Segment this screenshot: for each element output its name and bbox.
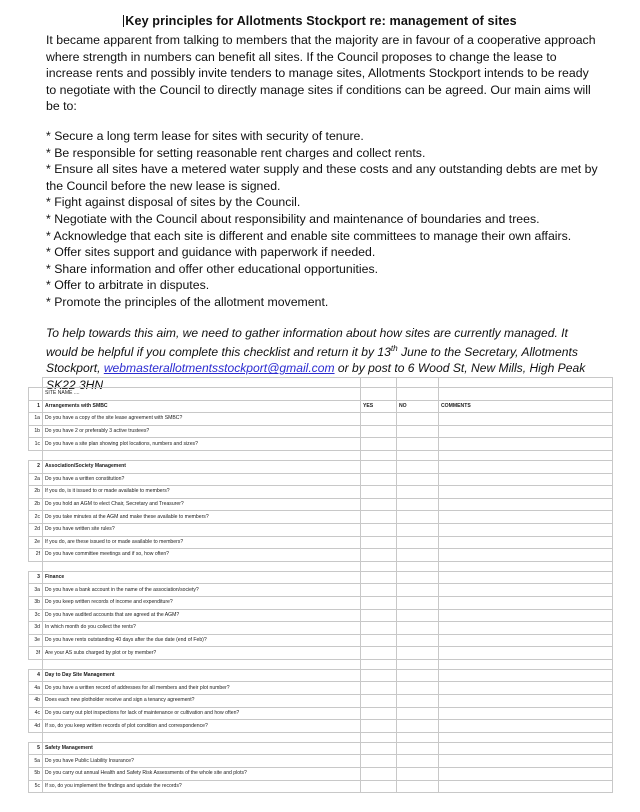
comments-cell[interactable] [439,695,613,708]
comments-cell[interactable] [439,768,613,781]
no-cell[interactable] [397,732,439,742]
closing-text-part3: or by post to 6 Wood St, New Mills, High Peak SK22 3HN [46,361,586,392]
comments-cell[interactable] [439,584,613,597]
question-text: Do you have 2 or preferably 3 active trustees? [43,425,361,438]
question-text: Do you have a copy of the site lease agreement with SMBC? [43,413,361,426]
row-number-cell: 4 [29,669,43,682]
table-top-edge-row [29,378,613,388]
comments-cell[interactable] [439,659,613,669]
no-cell[interactable] [397,473,439,486]
yes-cell[interactable] [361,425,397,438]
no-cell[interactable] [397,659,439,669]
comments-cell[interactable] [439,450,613,460]
row-number-cell: 4a [29,682,43,695]
yes-cell[interactable] [361,388,397,401]
no-cell[interactable] [397,707,439,720]
question-text: If so, do you keep written records of plot condition and correspondence? [43,720,361,733]
closing-text-part2: June to the Secretary, Allotments Stockport, [46,344,578,376]
row-number-cell: 2d [29,523,43,536]
yes-cell[interactable] [361,511,397,524]
page-title [0,14,640,28]
table-row [29,634,613,647]
no-cell[interactable] [397,695,439,708]
comments-cell[interactable] [439,460,613,473]
question-text [43,450,361,460]
table-row [29,486,613,499]
question-text: Do you have a bank account in the name of the association/society? [43,584,361,597]
section-heading: Safety Management [43,742,361,755]
table-row [29,768,613,781]
no-cell[interactable] [397,388,439,401]
row-number-cell: 1 [29,400,43,413]
row-number-cell: 1b [29,425,43,438]
question-text: Do you carry out annual Health and Safety Risk Assessments of the whole site and plots? [43,768,361,781]
aim-item: * Negotiate with the Council about responsibility and maintenance of boundaries and trees. [46,211,540,226]
yes-cell[interactable] [361,596,397,609]
yes-cell[interactable] [361,536,397,549]
table-row [29,682,613,695]
question-text: Do you have rents outstanding 40 days after the due date (end of Feb)? [43,634,361,647]
row-text-cell [43,378,361,388]
comments-cell[interactable] [439,378,613,388]
question-text [43,659,361,669]
comments-cell[interactable] [439,780,613,793]
aim-item: * Offer to arbitrate in disputes. [46,278,210,293]
row-number-cell: 4b [29,695,43,708]
yes-cell[interactable] [361,561,397,571]
row-number-cell: 5 [29,742,43,755]
no-cell[interactable] [397,682,439,695]
row-number-cell [29,378,43,388]
comments-cell[interactable] [439,647,613,660]
question-text: Do you have Public Liability Insurance? [43,755,361,768]
yes-cell[interactable] [361,622,397,635]
question-text: Do you have a written constitution? [43,473,361,486]
table-row [29,536,613,549]
row-number-cell: 3a [29,584,43,597]
table-row [29,413,613,426]
table-row [29,780,613,793]
comments-cell[interactable] [439,732,613,742]
row-number-cell: 1c [29,438,43,451]
yes-cell[interactable] [361,659,397,669]
yes-cell[interactable] [361,647,397,660]
yes-cell[interactable] [361,378,397,388]
comments-cell[interactable] [439,622,613,635]
row-number-cell: 2b [29,486,43,499]
table-row [29,659,613,669]
comments-cell[interactable] [439,742,613,755]
yes-cell[interactable] [361,549,397,562]
no-cell[interactable] [397,571,439,584]
question-text: Do you have written site rules? [43,523,361,536]
row-number-cell: 2e [29,536,43,549]
row-number-cell: 5c [29,780,43,793]
email-link[interactable]: webmasterallotmentsstockport@gmail.com [103,361,335,376]
no-cell[interactable] [397,523,439,536]
question-text: If you do, is it issued to or made available to members? [43,486,361,499]
no-cell[interactable] [397,486,439,499]
comments-cell[interactable] [439,498,613,511]
question-text: If you do, are these issued to or made available to members? [43,536,361,549]
yes-cell[interactable] [361,720,397,733]
aim-item: * Offer sites support and guidance with paperwork if needed. [46,245,376,260]
aim-item: * Share information and offer other educational opportunities. [46,261,379,276]
no-cell[interactable] [397,561,439,571]
question-text: Do you keep written records of income and expenditure? [43,596,361,609]
yes-cell[interactable] [361,609,397,622]
question-text: Do you have a site plan showing plot locations, numbers and sizes? [43,438,361,451]
comments-cell[interactable] [439,438,613,451]
question-text: Do you have committee meetings and if so, how often? [43,549,361,562]
aim-item: * Fight against disposal of sites by the Council. [46,195,301,210]
section-heading: Day to Day Site Management [43,669,361,682]
yes-cell[interactable] [361,473,397,486]
table-row [29,707,613,720]
no-cell[interactable] [397,438,439,451]
aim-item: * Be responsible for setting reasonable rent charges and collect rents. [46,145,426,160]
yes-cell[interactable] [361,486,397,499]
yes-cell[interactable] [361,695,397,708]
table-row [29,523,613,536]
table-row [29,450,613,460]
column-header-yes: YES [361,400,397,413]
column-header-no: NO [397,400,439,413]
table-row [29,609,613,622]
comments-cell[interactable] [439,682,613,695]
no-cell[interactable] [397,413,439,426]
yes-cell[interactable] [361,707,397,720]
table-row [29,720,613,733]
intro-paragraph: It became apparent from talking to members that the majority are in favour of a cooperative approach where strength in numbers can benefit all sites. If the Council proposes to change the lease to increase rents and possibly invite tenders to manage sites, Allotments Stockport intends to be ready to negotiate with the Council to directly manage sites if conditions can be agreed. Our main aims will be to: [46,33,596,114]
row-number-cell: 2b [29,498,43,511]
comments-cell[interactable] [439,549,613,562]
table-row [29,438,613,451]
column-header-comments: COMMENTS [439,400,613,413]
comments-cell[interactable] [439,536,613,549]
row-number-cell: 4c [29,707,43,720]
table-row [29,622,613,635]
row-number-cell: 4d [29,720,43,733]
yes-cell[interactable] [361,584,397,597]
row-number-cell: 3e [29,634,43,647]
no-cell[interactable] [397,498,439,511]
yes-cell[interactable] [361,780,397,793]
table-row [29,584,613,597]
question-text: Does each new plotholder receive and sign a tenancy agreement? [43,695,361,708]
checklist-section-row [29,669,613,682]
checklist-section-row [29,742,613,755]
row-number-cell: 5a [29,755,43,768]
comments-cell[interactable] [439,609,613,622]
row-number-cell [29,732,43,742]
no-cell[interactable] [397,584,439,597]
row-number-cell [29,450,43,460]
document-body [0,32,640,393]
yes-cell[interactable] [361,634,397,647]
yes-cell[interactable] [361,682,397,695]
aims-list [46,128,598,311]
section-heading: Association/Society Management [43,460,361,473]
question-text [43,561,361,571]
aim-item: * Secure a long term lease for sites with security of tenure. [46,128,364,143]
yes-cell[interactable] [361,413,397,426]
comments-cell[interactable] [439,634,613,647]
no-cell[interactable] [397,634,439,647]
row-number-cell: 5b [29,768,43,781]
table-row [29,549,613,562]
aim-item: * Promote the principles of the allotment movement. [46,294,329,309]
checklist-section-row [29,571,613,584]
no-cell[interactable] [397,780,439,793]
no-cell[interactable] [397,511,439,524]
no-cell[interactable] [397,460,439,473]
row-number-cell: 1a [29,413,43,426]
no-cell[interactable] [397,768,439,781]
comments-cell[interactable] [439,425,613,438]
yes-cell[interactable] [361,669,397,682]
question-text: Do you carry out plot inspections for lack of maintenance or cultivation and how often? [43,707,361,720]
question-text: If so, do you implement the findings and update the records? [43,780,361,793]
question-text: Do you have a written record of addresses for all members and their plot number? [43,682,361,695]
section-heading: Finance [43,571,361,584]
row-number-cell: 3f [29,647,43,660]
yes-cell[interactable] [361,498,397,511]
row-number-cell: 2f [29,549,43,562]
question-text: Do you take minutes at the AGM and make these available to members? [43,511,361,524]
no-cell[interactable] [397,609,439,622]
comments-cell[interactable] [439,720,613,733]
comments-cell[interactable] [439,473,613,486]
date-ordinal-suffix: th [390,343,398,353]
row-number-cell: 3c [29,609,43,622]
row-number-cell: 3 [29,571,43,584]
site-name-label: SITE NAME .... [43,388,361,401]
no-cell[interactable] [397,669,439,682]
question-text [43,732,361,742]
row-number-cell: 3d [29,622,43,635]
yes-cell[interactable] [361,460,397,473]
row-number-cell [29,388,43,401]
no-cell[interactable] [397,425,439,438]
comments-cell[interactable] [439,596,613,609]
yes-cell[interactable] [361,523,397,536]
table-row [29,732,613,742]
row-number-cell: 2a [29,473,43,486]
comments-cell[interactable] [439,388,613,401]
comments-cell[interactable] [439,707,613,720]
checklist-table-body [29,378,613,793]
no-cell[interactable] [397,450,439,460]
yes-cell[interactable] [361,438,397,451]
no-cell[interactable] [397,755,439,768]
table-row [29,473,613,486]
no-cell[interactable] [397,549,439,562]
question-text: Do you hold an AGM to elect Chair, Secretary and Treasurer? [43,498,361,511]
table-row [29,755,613,768]
yes-cell[interactable] [361,450,397,460]
table-row [29,561,613,571]
row-number-cell [29,561,43,571]
checklist-table-wrapper [28,377,612,793]
comments-cell[interactable] [439,523,613,536]
yes-cell[interactable] [361,768,397,781]
checklist-section-row [29,460,613,473]
table-row [29,596,613,609]
comments-cell[interactable] [439,561,613,571]
no-cell[interactable] [397,536,439,549]
document-page [0,14,640,812]
comments-cell[interactable] [439,755,613,768]
row-number-cell: 3b [29,596,43,609]
yes-cell[interactable] [361,732,397,742]
checklist-section-row [29,400,613,413]
no-cell[interactable] [397,647,439,660]
yes-cell[interactable] [361,755,397,768]
section-heading: Arrangements with SMBC [43,400,361,413]
yes-cell[interactable] [361,571,397,584]
checklist-table [28,377,613,793]
table-row [29,511,613,524]
question-text: Are your AS subs charged by plot or by member? [43,647,361,660]
table-row [29,647,613,660]
no-cell[interactable] [397,378,439,388]
table-row [29,498,613,511]
comments-cell[interactable] [439,571,613,584]
site-name-row [29,388,613,401]
aim-item: * Ensure all sites have a metered water supply and these costs and any outstanding debts are met by the Council before the new lease is signed. [46,162,598,193]
comments-cell[interactable] [439,486,613,499]
table-row [29,425,613,438]
no-cell[interactable] [397,596,439,609]
comments-cell[interactable] [439,669,613,682]
no-cell[interactable] [397,742,439,755]
aim-item: * Acknowledge that each site is different and enable site committees to manage their own affairs. [46,228,572,243]
question-text: In which month do you collect the rents? [43,622,361,635]
row-number-cell: 2c [29,511,43,524]
row-number-cell [29,659,43,669]
comments-cell[interactable] [439,511,613,524]
page-title-text: Key principles for Allotments Stockport re: management of sites [125,14,517,28]
comments-cell[interactable] [439,413,613,426]
no-cell[interactable] [397,622,439,635]
yes-cell[interactable] [361,742,397,755]
table-row [29,695,613,708]
row-number-cell: 2 [29,460,43,473]
no-cell[interactable] [397,720,439,733]
closing-text-part1: To help towards this aim, we need to gather information about how sites are currently managed. It would be helpful if you complete this checklist and return it by 13 [46,325,568,359]
question-text: Do you have audited accounts that are agreed at the AGM? [43,609,361,622]
